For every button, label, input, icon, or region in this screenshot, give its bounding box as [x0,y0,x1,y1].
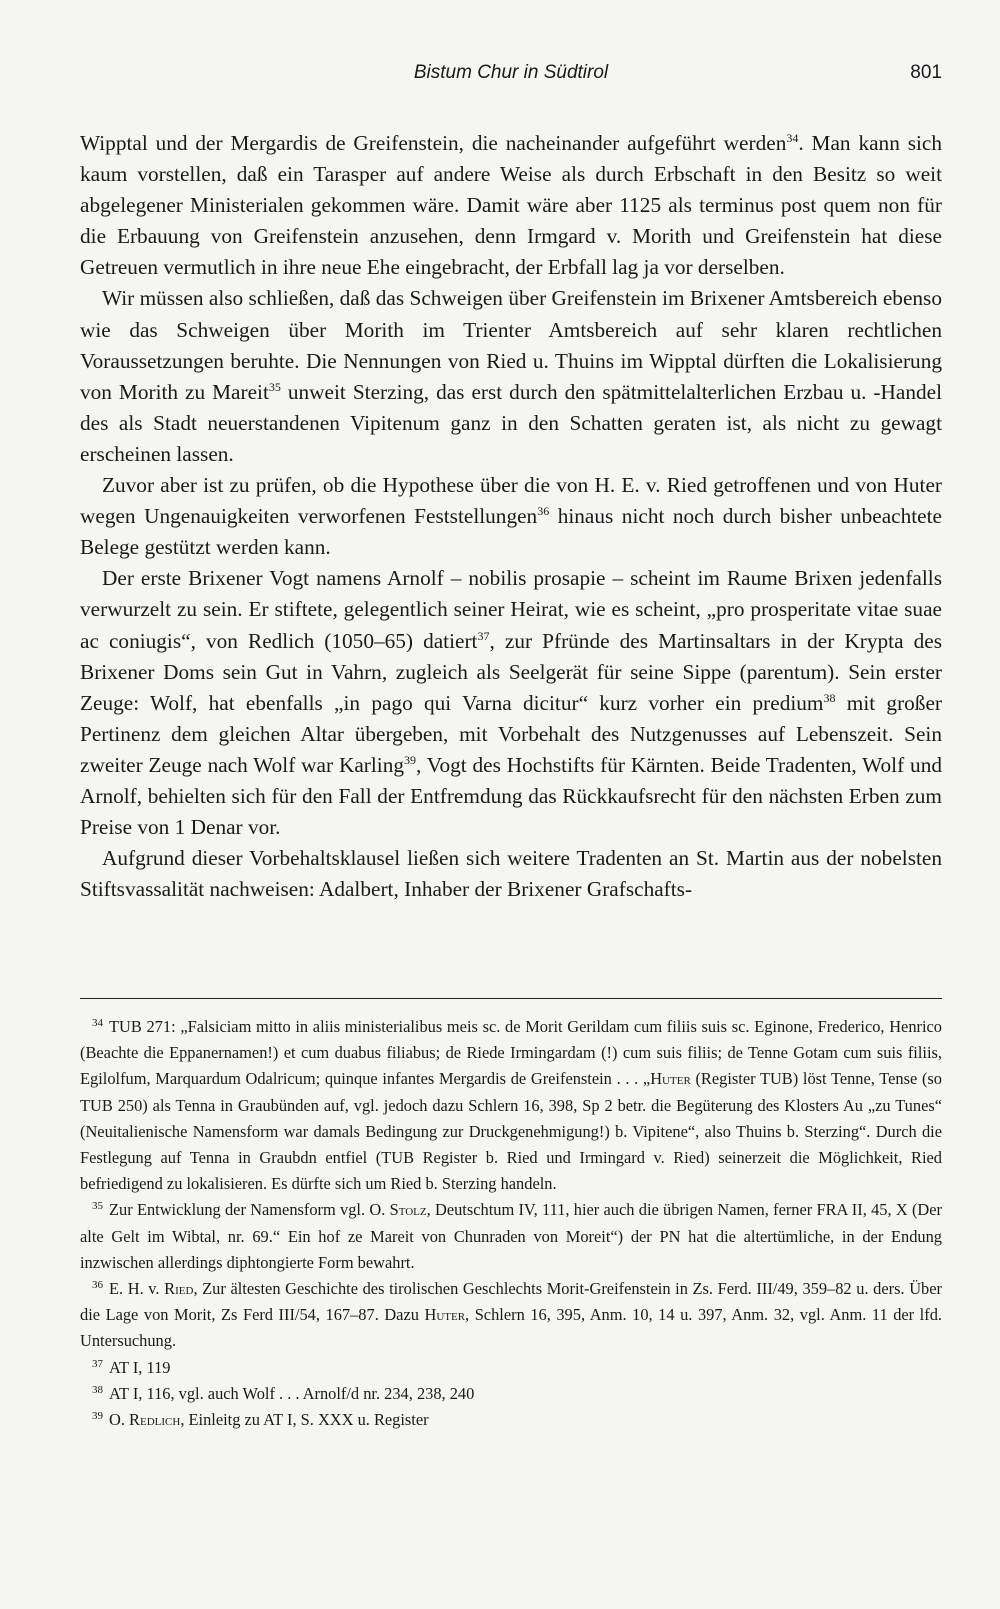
text-span: , Einleitg zu AT I, S. XXX u. Register [180,1410,429,1430]
paragraph-1 [80,128,942,283]
footnote-number: 34 [92,1017,103,1029]
text-span: O. [109,1410,130,1430]
page-header [80,62,942,92]
footnote-divider [80,998,942,999]
footnote-number: 37 [92,1357,103,1370]
text-span: (Register TUB) löst Tenne, Tense (so TUB 250) als Tenna in Graubünden auf, vgl. jedoch dazu Schlern 16, 398, Sp 2 betr. die Begüterung des Klosters Au „zu Tunes“ (Neuitalienische Namensform war damals Bedingung zur Druckgenehmigung!) b. Vipitene“, also Thuins b. Sterzing“. Durch die Festlegung auf Tenna in Graubdn entfiel (TUB Register b. Ried und Irmingard v. Ried) seinerzeit die Möglichkeit, Ried befriedigend zu lokalisieren. Es dürfte sich um Ried b. Sterzing handeln. [80,1069,942,1194]
body-text [80,128,942,905]
footnote-ref-37: 37 [477,628,490,643]
text-span: AT I, 119 [109,1357,171,1377]
text-span: , zur Pfründe des Martinsaltars in der Krypta des Brixener Doms sein Gut in Vahrn, zugleich als Seelgerät für seine Sippe (parentum). Sein erster Zeuge: Wolf, hat ebenfalls „in pago qui Varna dicitur“ kurz vorher ein predium [80,628,942,715]
text-span: Wir müssen also schließen, daß das Schweigen über Greifenstein im Brixener Amtsbereich ebenso wie das Schweigen über Morith im Trienter Amtsbereich auf sehr klaren rechtlichen Voraussetzungen beruhte. Die Nennungen von Ried u. Thuins im Wipptal dürften die Lokalisierung von Morith zu Mareit [80,286,942,404]
text-span: Der erste Brixener Vogt namens Arnolf – nobilis prosapie – scheint im Raume Brixen jedenfalls verwurzelt zu sein. Er stiftete, gelegentlich seiner Heirat, wie es scheint, „pro prosperitate vitae suae ac coniugis“, von Redlich (1050–65) datiert [80,566,942,653]
text-span: Zuvor aber ist zu prüfen, ob die Hypothese über die von H. E. v. Ried getroffenen und von Huter wegen Ungenauigkeiten verworfenen Feststellungen [80,473,942,529]
text-span: , Vogt des Hochstifts für Kärnten. Beide Tradenten, Wolf und Arnolf, behielten sich für den Fall der Entfremdung das Rückkaufsrecht für den nächsten Erben zum Preise von 1 Denar vor. [80,752,942,840]
paragraph-2 [80,283,942,470]
paragraph-4 [80,563,942,843]
footnote-34 [80,1014,942,1197]
text-span: , Deutschtum IV, 111, hier auch die übrigen Namen, ferner FRA II, 45, X (Der alte Gelt im Wibtal, nr. 69.“ Ein hof ze Mareit von Chunraden von Moreit“) der PN hat die altertümliche, in der Endung inzwischen allerdings diphtongierte Form bewahrt. [80,1200,942,1272]
text-span: , Zur ältesten Geschichte des tirolischen Geschlechts Morit-Greifenstein in Zs. Ferd. III/49, 359–82 u. ders. Über die Lage von Morit, Zs Ferd III/54, 167–87. Dazu [80,1279,942,1325]
text-span: . Man kann sich kaum vorstellen, daß ein Tarasper auf andere Weise als durch Erbschaft in den Besitz so weit abgelegener Ministerialen gekommen wäre. Damit wäre aber 1125 als terminus post quem non für die Erbauung von Greifenstein anzusehen, denn Irmgard v. Morith und Greifenstein hat diese Getreuen vermutlich in ihre neue Ehe eingebracht, der Erbfall lag ja vor derselben. [80,131,943,280]
footnote-37 [80,1355,942,1381]
footnote-36 [80,1276,942,1355]
footnote-35 [80,1197,942,1276]
text-span: Wipptal und der Mergardis de Greifenstein, die nacheinander aufgeführt werden [80,131,787,155]
footnote-ref-35: 35 [268,379,281,394]
author-name: Huter [650,1069,691,1089]
footnote-number: 38 [92,1383,103,1396]
footnote-ref-39: 39 [404,752,417,767]
paragraph-3 [80,470,942,563]
text-span: TUB 271: „Falsiciam mitto in aliis ministerialibus meis sc. de Morit Gerildam cum filiis suis sc. Eginone, Frederico, Henrico (Beachte die Eppanernamen!) et cum duabus filiabus; de Riede Irmingardam (!) cum suis filiis; de Tenne Gotam cum suis filiis, Egilolfum, Marquardum Odalricum; quinque infantes Mergardis de Greifenstein . . . „ [80,1017,942,1089]
footnote-number: 36 [92,1279,103,1292]
footnotes [80,1014,942,1433]
footnote-ref-38: 38 [823,690,836,705]
footnote-number: 39 [92,1410,103,1423]
text-span: hinaus nicht noch durch bisher unbeachtete Belege gestützt werden kann. [80,504,942,560]
text-span: , Schlern 16, 395, Anm. 10, 14 u. 397, Anm. 32, vgl. Anm. 11 der lfd. Untersuchung. [80,1305,942,1351]
author-name: Redlich [129,1410,181,1430]
page-number: 801 [910,62,942,83]
author-name: Stolz [389,1200,427,1220]
running-title: Bistum Chur in Südtirol [413,62,609,83]
author-name: Huter [424,1305,466,1325]
footnote-ref-36: 36 [537,504,550,519]
footnote-number: 35 [92,1200,103,1213]
text-span: AT I, 116, vgl. auch Wolf . . . Arnolf/d nr. 234, 238, 240 [109,1383,475,1403]
text-span: unweit Sterzing, das erst durch den spätmittelalterlichen Erzbau u. -Handel des als Stadt neuerstandenen Vipitenum ganz in den Schatten geraten ist, als nicht zu gewagt erscheinen lassen. [80,379,943,466]
footnote-39 [80,1407,942,1433]
text-span: Zur Entwicklung der Namensform vgl. O. [109,1200,390,1220]
paragraph-5 [80,843,942,905]
author-name: Ried [164,1279,194,1299]
footnote-38 [80,1381,942,1407]
text-span: E. H. v. [109,1279,165,1299]
text-span: mit großer Pertinenz dem gleichen Altar übergeben, mit Vorbehalt des Nutzgenusses auf Lebenszeit. Sein zweiter Zeuge nach Wolf war Karling [80,690,943,777]
footnote-ref-34: 34 [786,131,799,145]
text-span: Aufgrund dieser Vorbehaltsklausel ließen sich weitere Tradenten an St. Martin aus der nobelsten Stiftsvassalität nachweisen: Adalbert, Inhaber der Brixener Grafschafts- [80,846,942,902]
